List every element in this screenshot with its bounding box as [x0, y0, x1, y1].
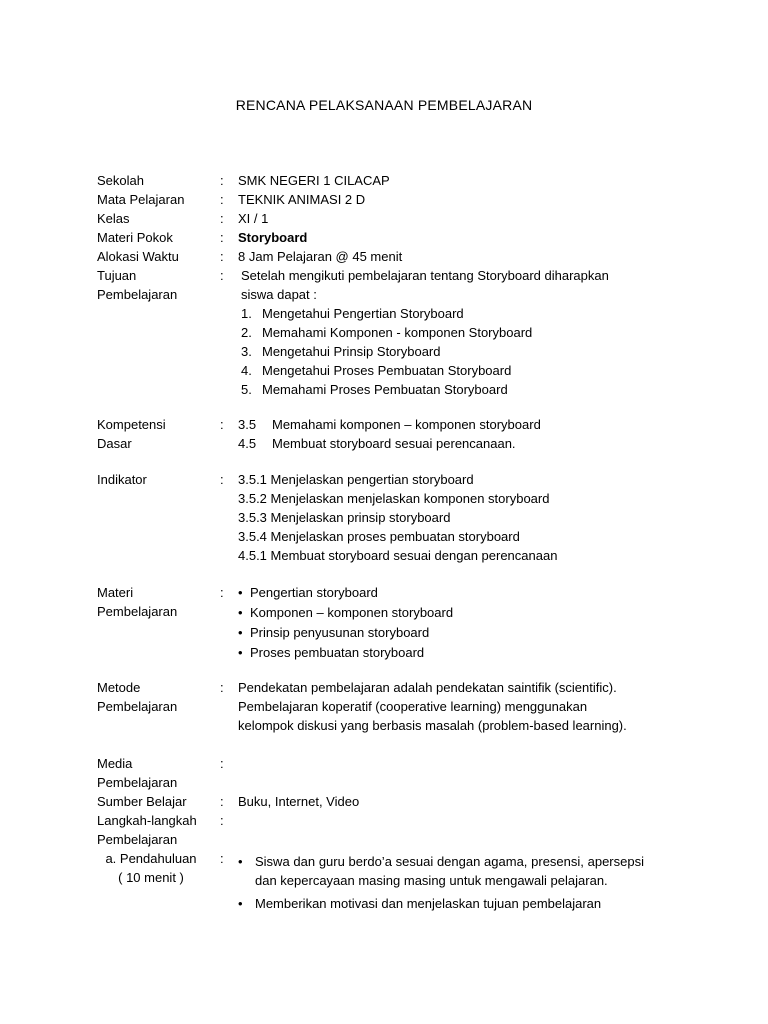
list-item: 5. Memahami Proses Pembuatan Storyboard	[241, 382, 508, 397]
colon: :	[220, 211, 224, 226]
colon: :	[220, 585, 224, 600]
sumber-value: Buku, Internet, Video	[238, 794, 360, 809]
alokasi-value: 8 Jam Pelajaran @ 45 menit	[238, 249, 403, 264]
colon: :	[220, 680, 224, 695]
list-item: • Pengertian storyboard	[238, 583, 644, 603]
colon: :	[220, 230, 224, 245]
tujuan-intro: Setelah mengikuti pembelajaran tentang Storyboard diharapkan siswa dapat :	[241, 268, 609, 302]
pendahuluan-list	[238, 852, 644, 917]
pendahuluan-label-line2: ( 10 menit )	[118, 870, 184, 885]
kompetensi-label-line1: Kompetensi	[97, 417, 166, 432]
tujuan-list	[241, 304, 644, 399]
langkah-label-line2: Pembelajaran	[97, 832, 178, 847]
indikator-item: 3.5.3 Menjelaskan prinsip storyboard	[238, 510, 451, 525]
list-item: 4. Mengetahui Proses Pembuatan Storyboard	[241, 363, 512, 378]
list-item: 1. Mengetahui Pengertian Storyboard	[241, 306, 464, 321]
colon: :	[220, 794, 224, 809]
list-item: • Siswa dan guru berdo’a sesuai dengan agama, presensi, apersepsi dan kepercayaan masing masing untuk mengawali pelajaran.	[238, 852, 644, 890]
metode-label-line1: Metode	[97, 680, 141, 695]
materi-label	[97, 583, 217, 621]
mapel-value: TEKNIK ANIMASI 2 D	[238, 192, 366, 207]
list-item: • Komponen – komponen storyboard	[238, 603, 644, 623]
mapel-label: Mata Pelajaran	[97, 192, 185, 207]
indikator-content	[238, 470, 644, 565]
indikator-item: 4.5.1 Membuat storyboard sesuai dengan perencanaan	[238, 548, 558, 563]
sekolah-label: Sekolah	[97, 173, 144, 188]
kelas-label: Kelas	[97, 211, 130, 226]
materi-pokok-label: Materi Pokok	[97, 230, 173, 245]
materi-label-line2: Pembelajaran	[97, 604, 178, 619]
metode-label-line2: Pembelajaran	[97, 699, 178, 714]
list-item: 2. Memahami Komponen - komponen Storyboard	[241, 325, 533, 340]
materi-list	[238, 583, 644, 663]
sumber-label: Sumber Belajar	[97, 794, 187, 809]
metode-label	[97, 678, 217, 716]
colon: :	[220, 813, 224, 828]
kompetensi-label	[97, 415, 217, 453]
materi-pokok-value: Storyboard	[238, 230, 308, 245]
indikator-item: 3.5.1 Menjelaskan pengertian storyboard	[238, 472, 474, 487]
tujuan-label	[97, 266, 217, 304]
indikator-item: 3.5.4 Menjelaskan proses pembuatan storyboard	[238, 529, 520, 544]
kompetensi-item: 4.5 Membuat storyboard sesuai perencanaan.	[238, 436, 516, 451]
colon: :	[220, 756, 224, 771]
colon: :	[220, 173, 224, 188]
kompetensi-label-line2: Dasar	[97, 436, 132, 451]
materi-label-line1: Materi	[97, 585, 134, 600]
indikator-item: 3.5.2 Menjelaskan menjelaskan komponen storyboard	[238, 491, 550, 506]
langkah-label-line1: Langkah-langkah	[97, 813, 197, 828]
tujuan-content	[238, 266, 644, 399]
document-title: RENCANA PELAKSANAAN PEMBELAJARAN	[235, 97, 533, 113]
kompetensi-content	[238, 415, 644, 453]
tujuan-label-line1: Tujuan	[97, 268, 137, 283]
list-item: • Prinsip penyusunan storyboard	[238, 623, 644, 643]
colon: :	[220, 851, 224, 866]
colon: :	[220, 268, 224, 283]
indikator-label: Indikator	[97, 472, 147, 487]
alokasi-label: Alokasi Waktu	[97, 249, 179, 264]
pendahuluan-label-line1: a. Pendahuluan	[105, 851, 197, 866]
list-item: • Memberikan motivasi dan menjelaskan tujuan pembelajaran	[238, 894, 644, 913]
sekolah-value: SMK NEGERI 1 CILACAP	[238, 173, 390, 188]
colon: :	[220, 249, 224, 264]
media-label-line2: Pembelajaran	[97, 775, 178, 790]
pendahuluan-label	[101, 849, 201, 887]
media-label	[97, 754, 217, 792]
colon: :	[220, 472, 224, 487]
metode-text: Pendekatan pembelajaran adalah pendekatan saintifik (scientific). Pembelajaran koperatif (cooperative learning) menggunakan kelompok diskusi yang berbasis masalah (problem-based learning).	[238, 680, 627, 733]
list-item: 3. Mengetahui Prinsip Storyboard	[241, 344, 441, 359]
langkah-label	[97, 811, 217, 849]
list-item: • Proses pembuatan storyboard	[238, 643, 644, 663]
colon: :	[220, 417, 224, 432]
kelas-value: XI / 1	[238, 211, 269, 226]
tujuan-label-line2: Pembelajaran	[97, 287, 178, 302]
colon: :	[220, 192, 224, 207]
media-label-line1: Media	[97, 756, 133, 771]
kompetensi-item: 3.5 Memahami komponen – komponen storyboard	[238, 417, 541, 432]
